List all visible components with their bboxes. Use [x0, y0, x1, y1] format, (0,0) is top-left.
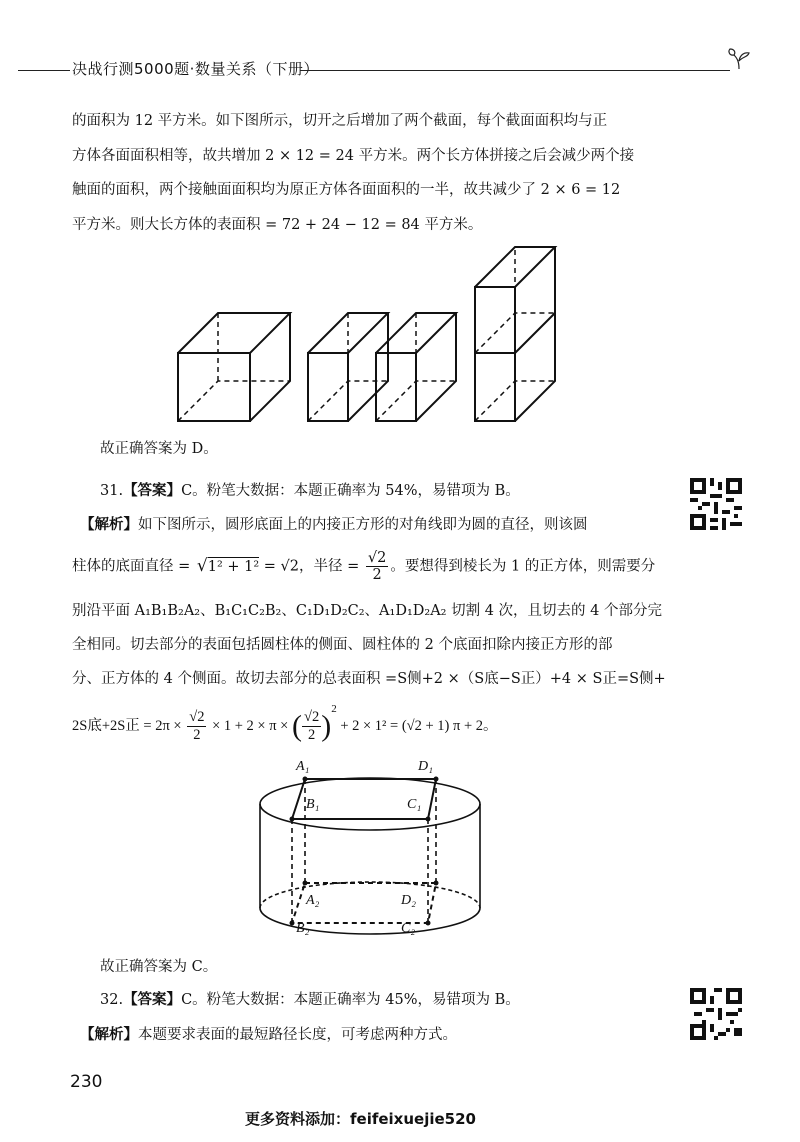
cube-whole — [178, 313, 290, 421]
qr-code-icon[interactable] — [690, 478, 742, 530]
q31-analysis-line5: 分、正方体的 4 个侧面。故切去部分的总表面积 =S侧+2 ×（S底−S正）+4 × S正=S侧+ — [72, 671, 666, 687]
q31-number: 31. — [100, 483, 124, 499]
q31-analysis-line1 — [80, 513, 588, 534]
label-C1: C₁ — [407, 797, 422, 812]
q32-analysis-text: 本题要求表面的最短路径长度，可考虑两种方式。 — [138, 1027, 457, 1043]
fraction-numerator: √2 — [303, 709, 320, 726]
fraction-denominator: 2 — [307, 727, 316, 744]
q31-answer-text: C。粉笔大数据：本题正确率为 54%，易错项为 B。 — [181, 483, 520, 499]
analysis-tag: 【解析】 — [80, 1026, 138, 1043]
q31-analysis-line4: 全相同。切去部分的表面包括圆柱体的侧面、圆柱体的 2 个底面扣除内接正方形的部 — [72, 637, 613, 653]
header-rule-right — [300, 70, 730, 71]
fraction-denominator: 2 — [193, 727, 201, 744]
formula-fraction-1 — [187, 709, 206, 744]
answer-tag: 【答案】 — [123, 482, 182, 499]
stacked-cuboid — [475, 247, 555, 421]
page-number: 230 — [70, 1072, 103, 1092]
label-C2: C₂ — [401, 921, 416, 936]
paragraph-line: 方体各面面积相等，故共增加 2 × 12 = 24 平方米。两个长方体拼接之后会减少两个接 — [72, 147, 635, 164]
label-B1: B₁ — [306, 797, 320, 812]
formula-part-b: × 1 + 2 × π × — [212, 718, 289, 734]
cube-cutting-figure — [170, 240, 570, 430]
radius-text: = √2，半径 = — [263, 558, 360, 575]
q32-answer-line — [100, 988, 520, 1009]
paragraph-line: 的面积为 12 平方米。如下图所示，切开之后增加了两个截面，每个截面面积均与正 — [72, 113, 608, 129]
book-title: 决战行测5000题·数量关系（下册） — [72, 60, 319, 78]
q32-answer-text: C。粉笔大数据：本题正确率为 45%，易错项为 B。 — [181, 992, 520, 1008]
sqrt-expression: √1² + 1² — [196, 555, 260, 576]
formula-exponent: 2 — [331, 703, 337, 715]
analysis-tag: 【解析】 — [80, 516, 138, 533]
leaf-icon — [726, 47, 752, 73]
radius-fraction — [366, 550, 388, 583]
answer-tag: 【答案】 — [123, 991, 182, 1008]
fraction-numerator: √2 — [189, 709, 205, 726]
q31-answer-line — [100, 479, 520, 500]
solution-paragraph — [72, 104, 672, 242]
footer-watermark: 更多资料添加：feifeixuejie520 — [245, 1110, 476, 1128]
q31-analysis-text: 如下图所示，圆形底面上的内接正方形的对角线即为圆的直径，则该圆 — [138, 517, 588, 533]
q32-number: 32. — [100, 992, 124, 1008]
formula-part-c: + 2 × 1² = (√2 + 1) π + 2。 — [340, 718, 498, 734]
diameter-text: 柱体的底面直径 = — [72, 558, 191, 575]
label-B2: B₂ — [296, 921, 310, 936]
formula-part-a: 2S底+2S正 = 2π × — [72, 718, 182, 734]
q32-analysis-line — [80, 1023, 457, 1044]
cut-requirement-text: 。要想得到棱长为 1 的正方体，则需要分 — [390, 558, 656, 575]
paragraph-line: 触面的面积，两个接触面面积均为原正方体各面面积的一半，故共减少了 2 × 6 = 12 — [72, 182, 621, 198]
label-A2: A₂ — [306, 893, 320, 908]
cylinder-figure — [250, 758, 490, 953]
header-rule-left — [18, 70, 70, 71]
sqrt-radicand: 1² + 1² — [207, 558, 260, 575]
paragraph-line: 平方米。则大长方体的表面积 = 72 + 24 − 12 = 84 平方米。 — [72, 216, 483, 233]
q31-analysis-line3: 别沿平面 A₁B₁B₂A₂、B₁C₁C₂B₂、C₁D₁D₂C₂、A₁D₁D₂A₂ 切割 4 次，且切去的 4 个部分完 — [72, 603, 662, 619]
fraction-denominator: 2 — [372, 567, 382, 583]
label-D1: D₁ — [418, 759, 433, 774]
answer-30-conclusion: 故正确答案为 D。 — [100, 441, 218, 457]
formula-paren-fraction — [302, 709, 321, 744]
qr-code-icon[interactable] — [690, 988, 742, 1040]
fraction-numerator: √2 — [367, 550, 387, 566]
label-A1: A₁ — [296, 759, 310, 774]
page-header — [0, 55, 800, 85]
label-D2: D₂ — [401, 893, 416, 908]
q31-analysis-line2 — [72, 550, 655, 583]
q31-conclusion: 故正确答案为 C。 — [100, 959, 218, 975]
q31-formula-line: 2S底+2S正 = 2π × $\frac{√2}{2}$ × 1 + 2 × π × ( $\frac{√2}{2}$ )$^2$ + 2 × 1² = (√2 + 1) π + 2。 — [72, 703, 498, 744]
